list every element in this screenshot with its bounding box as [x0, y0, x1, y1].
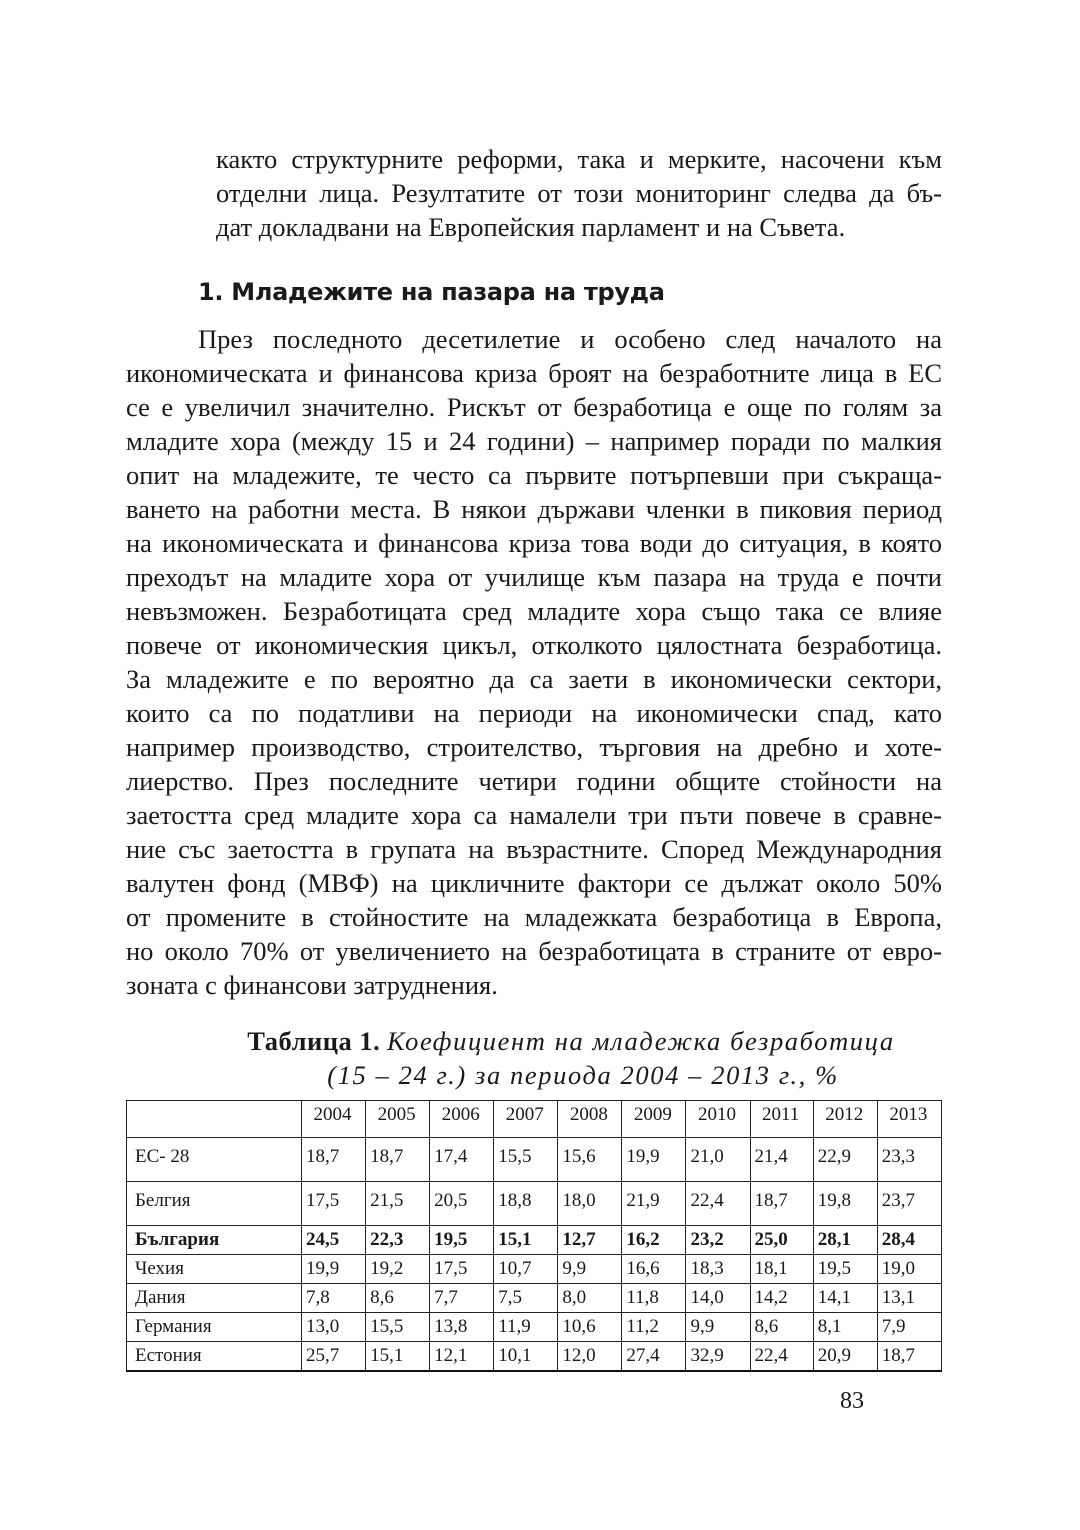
value-cell: 18,3 [686, 1255, 750, 1284]
header-year: 2006 [430, 1101, 494, 1138]
table-row [127, 1342, 942, 1372]
value-cell: 17,5 [302, 1182, 366, 1226]
value-cell: 16,2 [622, 1226, 686, 1255]
text-line: ние със заетостта в групата на възрастните. Според Международния [126, 834, 942, 864]
value-cell: 15,1 [494, 1226, 558, 1255]
text-line: младите хора (между 15 и 24 години) – например поради по малкия [126, 426, 942, 456]
text-line: от промените в стойностите на младежката безработица в Европа, [126, 902, 942, 932]
value-cell: 21,5 [366, 1182, 430, 1226]
page-number: 83 [840, 1388, 864, 1414]
value-cell: 27,4 [622, 1342, 686, 1372]
value-cell: 18,8 [494, 1182, 558, 1226]
value-cell: 15,5 [494, 1138, 558, 1182]
value-cell: 19,8 [813, 1182, 877, 1226]
country-cell: Дания [127, 1284, 302, 1313]
value-cell: 22,4 [750, 1342, 813, 1372]
text-line: както структурните реформи, така и мерките, насочени към [216, 144, 942, 174]
value-cell: 18,7 [877, 1342, 941, 1372]
text-line: валутен фонд (МВФ) на цикличните фактори се дължат около 50% [126, 868, 942, 898]
value-cell: 21,4 [750, 1138, 813, 1182]
value-cell: 19,0 [877, 1255, 941, 1284]
table-row [127, 1255, 942, 1284]
value-cell: 19,5 [813, 1255, 877, 1284]
value-cell: 9,9 [686, 1313, 750, 1342]
text-line: опит на младежите, те често са първите потърпевши при съкраща- [126, 460, 942, 490]
value-cell: 19,9 [302, 1255, 366, 1284]
text-line: заетостта сред младите хора са намалели три пъти повече в сравне- [126, 800, 942, 830]
value-cell: 16,6 [622, 1255, 686, 1284]
value-cell: 7,7 [430, 1284, 494, 1313]
text-line: дат докладвани на Европейския парламент и на Съвета. [216, 212, 846, 242]
value-cell: 10,6 [558, 1313, 622, 1342]
header-year: 2013 [877, 1101, 941, 1138]
value-cell: 23,3 [877, 1138, 941, 1182]
intro-paragraph [216, 142, 942, 244]
value-cell: 11,2 [622, 1313, 686, 1342]
text-line: ването на работни места. В някои държави членки в пиковия период [126, 494, 942, 524]
header-year: 2008 [558, 1101, 622, 1138]
text-line: лиерство. През последните четири години общите стойности на [126, 766, 942, 796]
text-line: например производство, строителство, търговия на дребно и хоте- [126, 732, 942, 762]
value-cell: 12,7 [558, 1226, 622, 1255]
value-cell: 14,1 [813, 1284, 877, 1313]
header-year: 2004 [302, 1101, 366, 1138]
table-caption [126, 1024, 1016, 1092]
value-cell: 13,0 [302, 1313, 366, 1342]
text-line: невъзможен. Безработицата сред младите хора също така се влияе [126, 596, 942, 626]
unemployment-table [126, 1100, 942, 1372]
caption-line-1 [126, 1024, 1016, 1058]
value-cell: 7,9 [877, 1313, 941, 1342]
value-cell: 18,0 [558, 1182, 622, 1226]
header-year: 2012 [813, 1101, 877, 1138]
text-line: През последното десетилетие и особено след началото на [198, 324, 942, 354]
value-cell: 10,7 [494, 1255, 558, 1284]
table-row [127, 1313, 942, 1342]
text-line: зоната с финансови затруднения. [126, 970, 498, 1000]
country-cell: ЕС- 28 [127, 1138, 302, 1182]
country-cell: Естония [127, 1342, 302, 1372]
text-line: които са по податливи на периоди на икономически спад, като [126, 698, 942, 728]
header-year: 2007 [494, 1101, 558, 1138]
value-cell: 12,0 [558, 1342, 622, 1372]
text-line: повече от икономическия цикъл, отколкото цялостната безработица. [126, 630, 942, 660]
value-cell: 28,4 [877, 1226, 941, 1255]
header-year: 2010 [686, 1101, 750, 1138]
value-cell: 32,9 [686, 1342, 750, 1372]
value-cell: 23,2 [686, 1226, 750, 1255]
value-cell: 20,5 [430, 1182, 494, 1226]
value-cell: 24,5 [302, 1226, 366, 1255]
country-cell: Белгия [127, 1182, 302, 1226]
text-line: икономическата и финансова криза броят на безработните лица в ЕС [126, 358, 942, 388]
table-row [127, 1182, 942, 1226]
country-cell: България [127, 1226, 302, 1255]
table-row [127, 1284, 942, 1313]
value-cell: 23,7 [877, 1182, 941, 1226]
value-cell: 20,9 [813, 1342, 877, 1372]
value-cell: 15,5 [366, 1313, 430, 1342]
value-cell: 22,9 [813, 1138, 877, 1182]
value-cell: 11,9 [494, 1313, 558, 1342]
header-year: 2011 [750, 1101, 813, 1138]
text-line: За младежите е по вероятно да са заети в икономически сектори, [126, 664, 942, 694]
header-year: 2005 [366, 1101, 430, 1138]
value-cell: 18,7 [366, 1138, 430, 1182]
text-line: но около 70% от увеличението на безработицата в страните от евро- [126, 936, 942, 966]
caption-title: Коефициент на младежка безработица [386, 1026, 895, 1056]
value-cell: 25,0 [750, 1226, 813, 1255]
value-cell: 17,5 [430, 1255, 494, 1284]
header-year: 2009 [622, 1101, 686, 1138]
value-cell: 14,2 [750, 1284, 813, 1313]
value-cell: 8,6 [366, 1284, 430, 1313]
value-cell: 13,8 [430, 1313, 494, 1342]
value-cell: 19,5 [430, 1226, 494, 1255]
value-cell: 28,1 [813, 1226, 877, 1255]
table-row [127, 1138, 942, 1182]
header-corner-cell [127, 1101, 302, 1138]
value-cell: 13,1 [877, 1284, 941, 1313]
value-cell: 10,1 [494, 1342, 558, 1372]
text-line: на икономическата и финансова криза това води до ситуация, в която [126, 528, 942, 558]
value-cell: 8,6 [750, 1313, 813, 1342]
country-cell: Германия [127, 1313, 302, 1342]
value-cell: 18,1 [750, 1255, 813, 1284]
main-paragraph [126, 322, 942, 1002]
value-cell: 19,2 [366, 1255, 430, 1284]
caption-label: Таблица 1. [247, 1026, 381, 1056]
text-line: преходът на младите хора от училище към пазара на труда е почти [126, 562, 942, 592]
value-cell: 21,0 [686, 1138, 750, 1182]
value-cell: 8,1 [813, 1313, 877, 1342]
value-cell: 25,7 [302, 1342, 366, 1372]
value-cell: 17,4 [430, 1138, 494, 1182]
section-heading: 1. Младежите на пазара на труда [198, 278, 665, 306]
value-cell: 21,9 [622, 1182, 686, 1226]
value-cell: 14,0 [686, 1284, 750, 1313]
text-line: се е увеличил значително. Рискът от безработица е още по голям за [126, 392, 942, 422]
text-line: отделни лица. Резултатите от този мониторинг следва да бъ- [216, 178, 942, 208]
value-cell: 15,1 [366, 1342, 430, 1372]
table-header-row [127, 1101, 942, 1138]
value-cell: 19,9 [622, 1138, 686, 1182]
value-cell: 8,0 [558, 1284, 622, 1313]
value-cell: 11,8 [622, 1284, 686, 1313]
value-cell: 18,7 [750, 1182, 813, 1226]
value-cell: 7,8 [302, 1284, 366, 1313]
value-cell: 9,9 [558, 1255, 622, 1284]
value-cell: 12,1 [430, 1342, 494, 1372]
value-cell: 7,5 [494, 1284, 558, 1313]
caption-line-2: (15 – 24 г.) за периода 2004 – 2013 г., % [327, 1060, 839, 1090]
country-cell: Чехия [127, 1255, 302, 1284]
value-cell: 15,6 [558, 1138, 622, 1182]
value-cell: 18,7 [302, 1138, 366, 1182]
table-row-highlighted [127, 1226, 942, 1255]
value-cell: 22,3 [366, 1226, 430, 1255]
value-cell: 22,4 [686, 1182, 750, 1226]
